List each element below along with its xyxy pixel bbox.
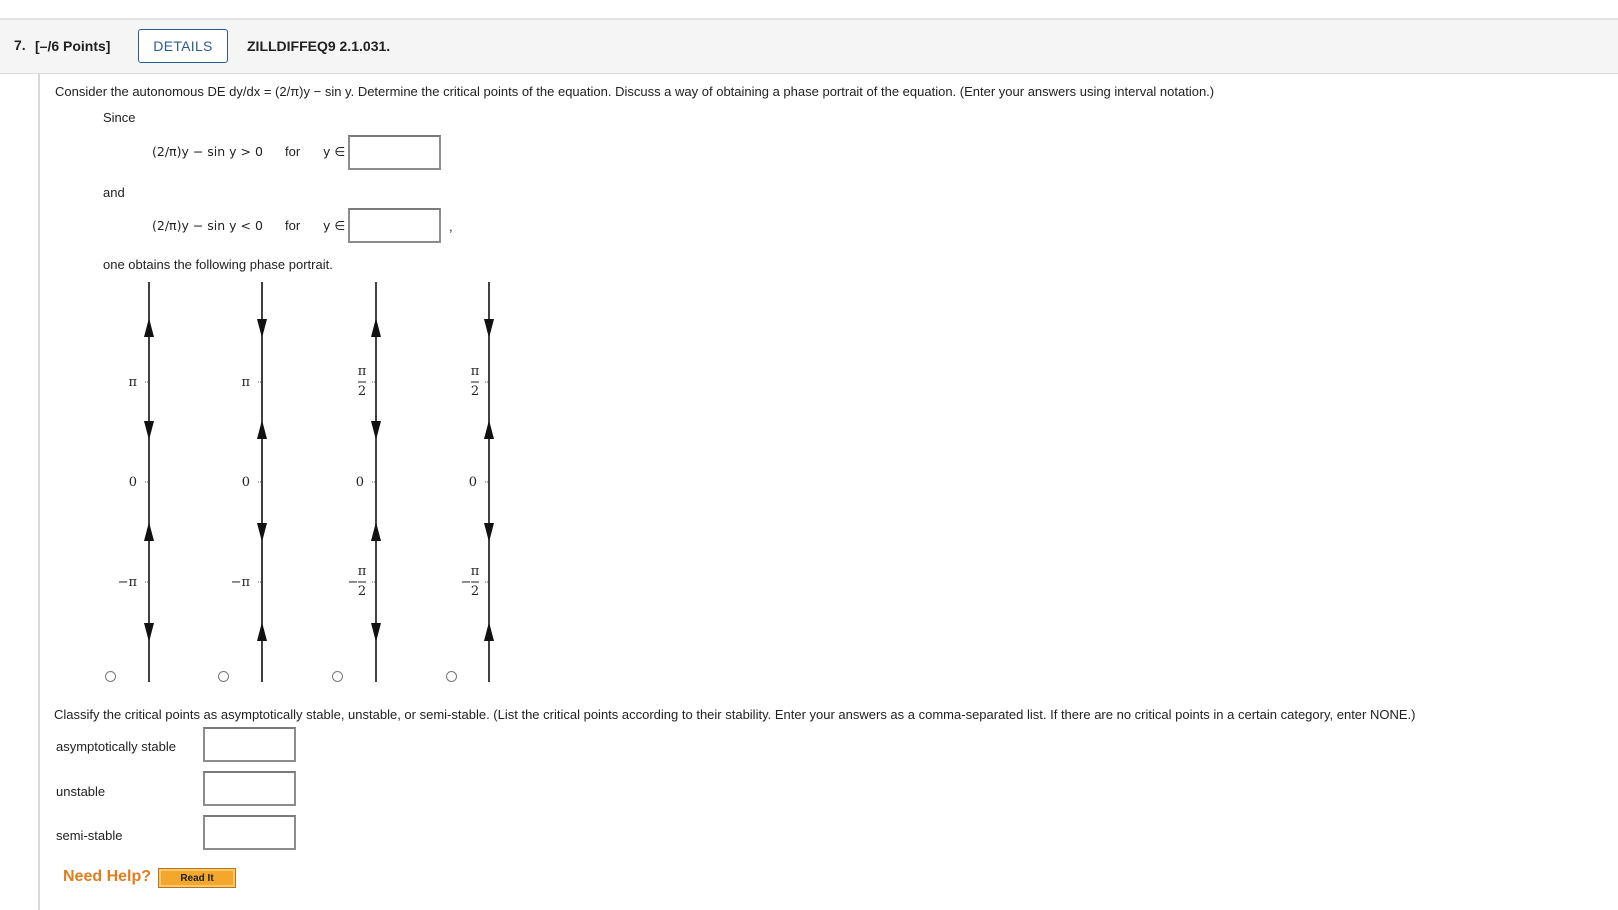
portrait-2-arrow-3-down: [257, 523, 267, 542]
portrait-intro: one obtains the following phase portrait.: [103, 257, 333, 272]
question-prompt-text: Consider the autonomous DE dy/dx = (2/π)y − sin y. Determine the critical points of the equation. Discuss a way of obtaining a phase portrait of the equation. (Enter your answers using interval notation.): [55, 84, 1215, 99]
need-help-label: Need Help?: [63, 868, 152, 885]
portrait-1-arrow-4-down: [144, 623, 154, 642]
portrait-option-3-radio[interactable]: [332, 671, 343, 682]
interval-positive-input[interactable]: [348, 135, 441, 170]
portrait-2-label-bot: −π: [230, 575, 250, 590]
portrait-3-label-top-numerator: π: [357, 364, 367, 379]
portrait-4-label-bot-numerator: π: [470, 564, 480, 579]
phase-portrait-options: [0, 270, 560, 690]
portrait-2-label-mid: 0: [241, 475, 250, 490]
and-label: and: [103, 185, 125, 200]
question-number: 7.: [14, 37, 26, 53]
portrait-3-arrow-3-up: [371, 522, 381, 541]
portrait-3-label-mid: 0: [355, 475, 364, 490]
portrait-2-arrow-1-down: [257, 319, 267, 338]
portrait-3-label-top-denominator: 2: [357, 384, 367, 399]
portrait-1-arrow-2-down: [144, 421, 154, 440]
question-code: ZILLDIFFEQ9 2.1.031.: [247, 38, 391, 54]
portrait-3-label-bot-denominator: 2: [357, 584, 367, 599]
portrait-3-arrow-2-down: [371, 421, 381, 440]
portrait-3-arrow-1-up: [371, 318, 381, 337]
portrait-2-arrow-2-up: [257, 420, 267, 439]
portrait-option-4-radio[interactable]: [446, 671, 457, 682]
portrait-4-arrow-3-down: [484, 523, 494, 542]
question-points: [–/6 Points]: [35, 38, 111, 54]
portrait-4-label-top-denominator: 2: [470, 384, 480, 399]
asymptotically-stable-input[interactable]: [203, 727, 296, 762]
for-label-1: for: [285, 144, 301, 159]
unstable-input[interactable]: [203, 771, 296, 806]
portrait-1-arrow-3-up: [144, 522, 154, 541]
portrait-4-arrow-2-up: [484, 420, 494, 439]
portrait-2-arrow-4-up: [257, 622, 267, 641]
unstable-label: unstable: [56, 784, 106, 799]
portrait-1-arrow-1-up: [144, 318, 154, 337]
for-label-2: for: [285, 218, 301, 233]
portrait-4-label-bot-minus: −: [460, 575, 472, 590]
read-it-button[interactable]: Read It: [158, 868, 236, 888]
semi-stable-input[interactable]: [203, 815, 296, 850]
y-in-label-1: y ∈: [323, 144, 346, 159]
portrait-2-label-top: π: [241, 375, 250, 390]
portrait-3-arrow-4-down: [371, 623, 381, 642]
portrait-3-label-bot-numerator: π: [357, 564, 367, 579]
inequality-negative: (2/π)y − sin y < 0: [152, 218, 263, 233]
question-header: [0, 20, 1618, 74]
classify-instruction: Classify the critical points as asymptotically stable, unstable, or semi-stable. (List the critical points according to their stability. Enter your answers as a comma-separated list. If there are no critical points in a certain category, enter NONE.): [54, 707, 1416, 722]
details-button[interactable]: DETAILS: [138, 29, 228, 63]
portrait-4-arrow-1-down: [484, 319, 494, 338]
portrait-3-label-bot-minus: −: [347, 575, 359, 590]
portrait-4-label-bot-denominator: 2: [470, 584, 480, 599]
y-in-label-2: y ∈: [323, 218, 346, 233]
portrait-4-arrow-4-up: [484, 622, 494, 641]
semi-stable-label: semi-stable: [56, 828, 123, 843]
portrait-option-1-radio[interactable]: [105, 671, 116, 682]
asymptotically-stable-label: asymptotically stable: [56, 739, 176, 754]
question-prompt: [55, 84, 1214, 99]
inequality-positive: (2/π)y − sin y > 0: [152, 144, 263, 159]
interval-negative-input[interactable]: [348, 208, 441, 243]
portrait-4-label-mid: 0: [468, 475, 477, 490]
since-label: Since: [103, 110, 136, 125]
portrait-option-2-radio[interactable]: [218, 671, 229, 682]
portrait-4-label-top-numerator: π: [470, 364, 480, 379]
trailing-comma: ,: [449, 219, 453, 234]
portrait-1-label-mid: 0: [128, 475, 137, 490]
portrait-1-label-top: π: [128, 375, 137, 390]
portrait-1-label-bot: −π: [117, 575, 137, 590]
